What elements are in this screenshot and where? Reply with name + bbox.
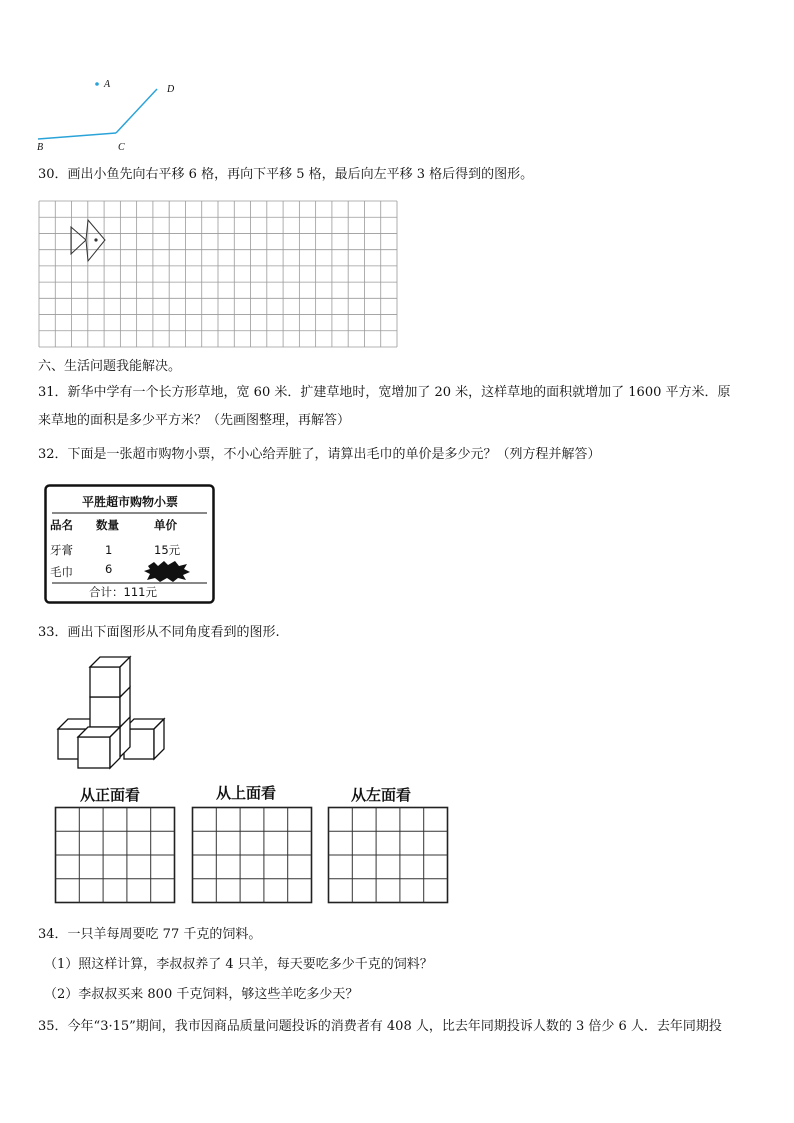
view-title-left: 从左面看 <box>351 786 412 804</box>
label-d: D <box>167 84 175 95</box>
ray-cb <box>38 133 116 139</box>
view-grid-front <box>54 806 176 904</box>
question-32: 32．下面是一张超市购物小票，不小心给弄脏了，请算出毛巾的单价是多少元？（列方程并解答） <box>38 447 601 462</box>
ray-cd <box>116 89 157 133</box>
view-grid-left <box>327 806 449 904</box>
question-33: 33．画出下面图形从不同角度看到的图形. <box>38 625 280 640</box>
receipt-total: 合计：111元 <box>89 585 157 599</box>
receipt-header-qty: 数量 <box>96 518 119 532</box>
question-34-part1: （1）照这样计算，李叔叔养了 4 只羊，每天要吃多少千克的饲料？ <box>44 957 433 972</box>
question-34-part2: （2）李叔叔买来 800 千克饲料，够这些羊吃多少天？ <box>44 987 359 1002</box>
view-grid-top <box>191 806 313 904</box>
question-31-line2: 来草地的面积是多少平方米？（先画图整理，再解答） <box>38 413 351 428</box>
view-title-top: 从上面看 <box>216 784 277 802</box>
section-heading: 六、生活问题我能解决。 <box>38 359 182 374</box>
angle-figure <box>30 75 200 160</box>
view-title-front: 从正面看 <box>80 786 141 804</box>
receipt-row1-qty: 1 <box>105 543 113 557</box>
point-a <box>95 82 99 86</box>
receipt <box>44 484 216 606</box>
label-a: A <box>104 79 111 90</box>
question-34: 34．一只羊每周要吃 77 千克的饲料。 <box>38 927 262 942</box>
label-b: B <box>37 142 44 153</box>
receipt-row1-name: 牙膏 <box>50 543 73 557</box>
receipt-row1-price: 15元 <box>154 543 181 557</box>
receipt-row2-qty: 6 <box>105 562 113 576</box>
translation-grid <box>38 200 398 348</box>
receipt-row2-name: 毛巾 <box>50 565 73 579</box>
question-30: 30．画出小鱼先向右平移 6 格，再向下平移 5 格，最后向左平移 3 格后得到的图形。 <box>38 167 534 182</box>
question-35: 35．今年“3·15”期间，我市因商品质量问题投诉的消费者有 408 人，比去年同期投诉人数的 3 倍少 6 人．去年同期投 <box>38 1019 722 1034</box>
question-31-line1: 31．新华中学有一个长方形草地，宽 60 米．扩建草地时，宽增加了 20 米，这样草地的面积就增加了 1600 平方米．原 <box>38 385 731 400</box>
label-c: C <box>118 142 125 153</box>
receipt-header-price: 单价 <box>154 518 177 532</box>
receipt-title: 平胜超市购物小票 <box>81 495 179 509</box>
receipt-header-name: 品名 <box>50 518 73 532</box>
cube-stack <box>54 652 169 772</box>
